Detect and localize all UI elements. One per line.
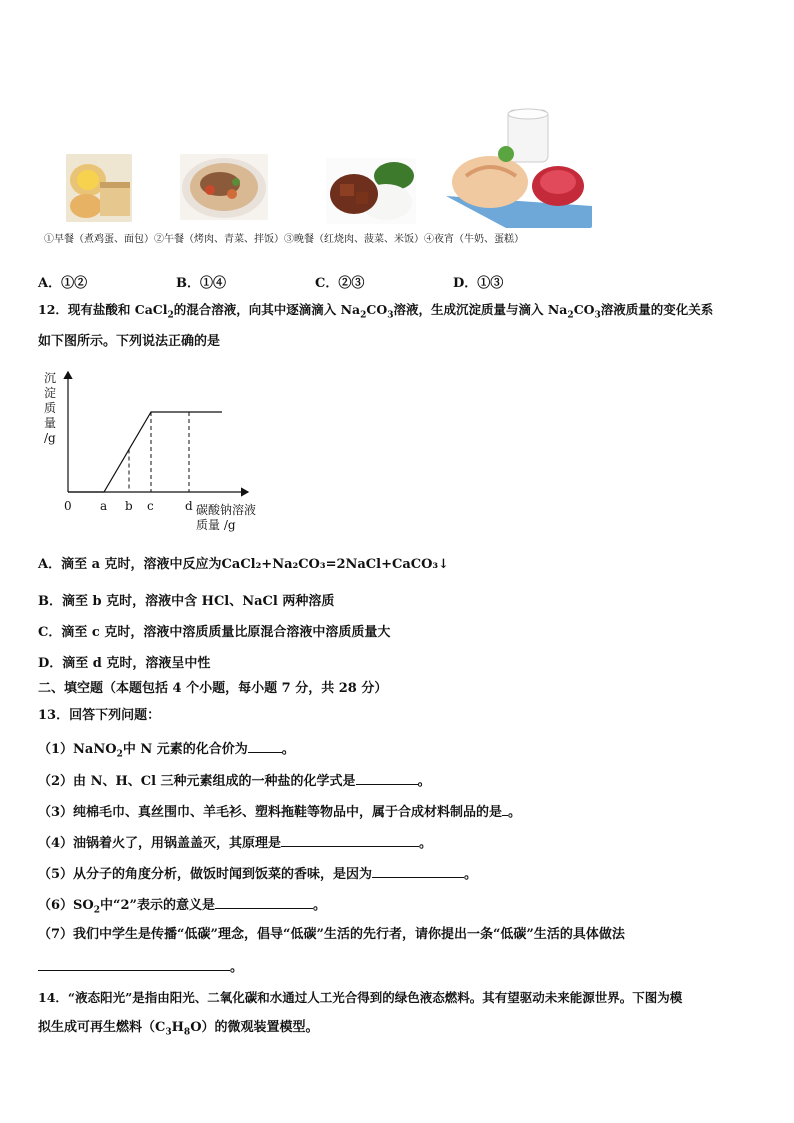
q13-item-6: $(6)SO_2$中“2”表示的意义是 。	[38, 898, 327, 916]
q12-stem-line2: 如下图所示。下列说法正确的是	[38, 334, 221, 349]
x-axis-label: 碳酸钠溶液	[196, 503, 257, 517]
precipitate-line	[68, 412, 222, 492]
answer-blank[interactable]	[372, 865, 464, 878]
q13-item-3: （3）纯棉毛巾、真丝围巾、羊毛衫、塑料拖鞋等物品中，属于合成材料制品的是 。	[38, 805, 522, 820]
q12-option-c: C．滴至 c 克时，溶液中溶质质量比原混合溶液中溶质质量大	[38, 625, 391, 640]
dinner-image	[326, 158, 416, 224]
option-c: C．②③	[315, 276, 365, 291]
y-axis-label: 淀	[44, 386, 57, 400]
answer-blank[interactable]	[281, 834, 419, 847]
answer-blank[interactable]	[215, 896, 313, 909]
option-b: B．①④	[176, 276, 226, 291]
q13-item-1: （1）NaNO$_2$中 N 元素的化合价为 。	[38, 742, 295, 760]
x-tick-label: b	[125, 499, 133, 513]
answer-blank[interactable]	[356, 772, 418, 785]
x-tick-label: d	[185, 499, 193, 513]
q12-option-b: B．滴至 b 克时，溶液中含 HCl、NaCl 两种溶质	[38, 594, 335, 609]
option-a: A．①②	[38, 276, 88, 291]
q12-stem-line1: 12．现有盐酸和 CaCl$_2$的混合溶液，向其中逐滴滴入 $Na_2CO_3$溶液，生成沉淀质量与滴入 $Na_2CO_3$溶液质量的变化关系	[38, 302, 714, 321]
option-d: D．①③	[453, 276, 504, 291]
section2-heading: 二、填空题（本题包括 4 个小题，每小题 7 分，共 28 分）	[38, 681, 388, 696]
y-axis-label: 量	[44, 416, 57, 430]
q14-line1: 14．“液态阳光”是指由阳光、二氧化碳和水通过人工光合得到的绿色液态燃料。其有望驱动未来能源世界。下图为模	[38, 990, 683, 1005]
q13-item-5: （5）从分子的角度分析，做饭时闻到饭菜的香味，是因为 。	[38, 867, 478, 882]
breakfast-image	[66, 154, 132, 222]
y-axis-label: 质	[44, 401, 57, 415]
q12-option-d: D．滴至 d 克时，溶液呈中性	[38, 656, 211, 671]
answer-blank[interactable]	[38, 958, 230, 971]
y-axis-label: /g	[44, 431, 56, 445]
late-night-snack-image	[446, 106, 592, 228]
q13-item-2: （2）由 N、H、Cl 三种元素组成的一种盐的化学式是 。	[38, 774, 431, 789]
q13-item-7: （7）我们中学生是传播“低碳”理念，倡导“低碳”生活的先行者，请你提出一条“低碳”生活的具体做法	[38, 927, 625, 942]
y-axis-label: 沉	[44, 371, 57, 385]
lunch-image	[180, 154, 268, 220]
q12-option-a: A．滴至 a 克时，溶液中反应为CaCl₂+Na₂CO₃=2NaCl+CaCO₃↓	[38, 557, 450, 572]
x-tick-label: c	[147, 499, 154, 513]
q13-item-7-answer: 。	[38, 958, 243, 976]
x-tick-label: a	[100, 499, 108, 513]
q13-item-4: （4）油锅着火了，用锅盖盖灭，其原理是 。	[38, 836, 433, 851]
meals-caption: ①早餐（煮鸡蛋、面包）②午餐（烤肉、青菜、拌饭）③晚餐（红烧肉、菠菜、米饭）④夜宵（牛奶、蛋糕）	[44, 234, 524, 245]
x-axis-label: 质量 /g	[196, 518, 236, 532]
x-tick-label: 0	[64, 499, 72, 513]
precipitate-chart	[36, 364, 286, 536]
q14-line2: 拟生成可再生燃料$(C_3H_8O)$的微观装置模型。	[38, 1020, 319, 1038]
answer-blank[interactable]	[248, 740, 282, 753]
q13-stem: 13．回答下列问题：	[38, 708, 161, 723]
